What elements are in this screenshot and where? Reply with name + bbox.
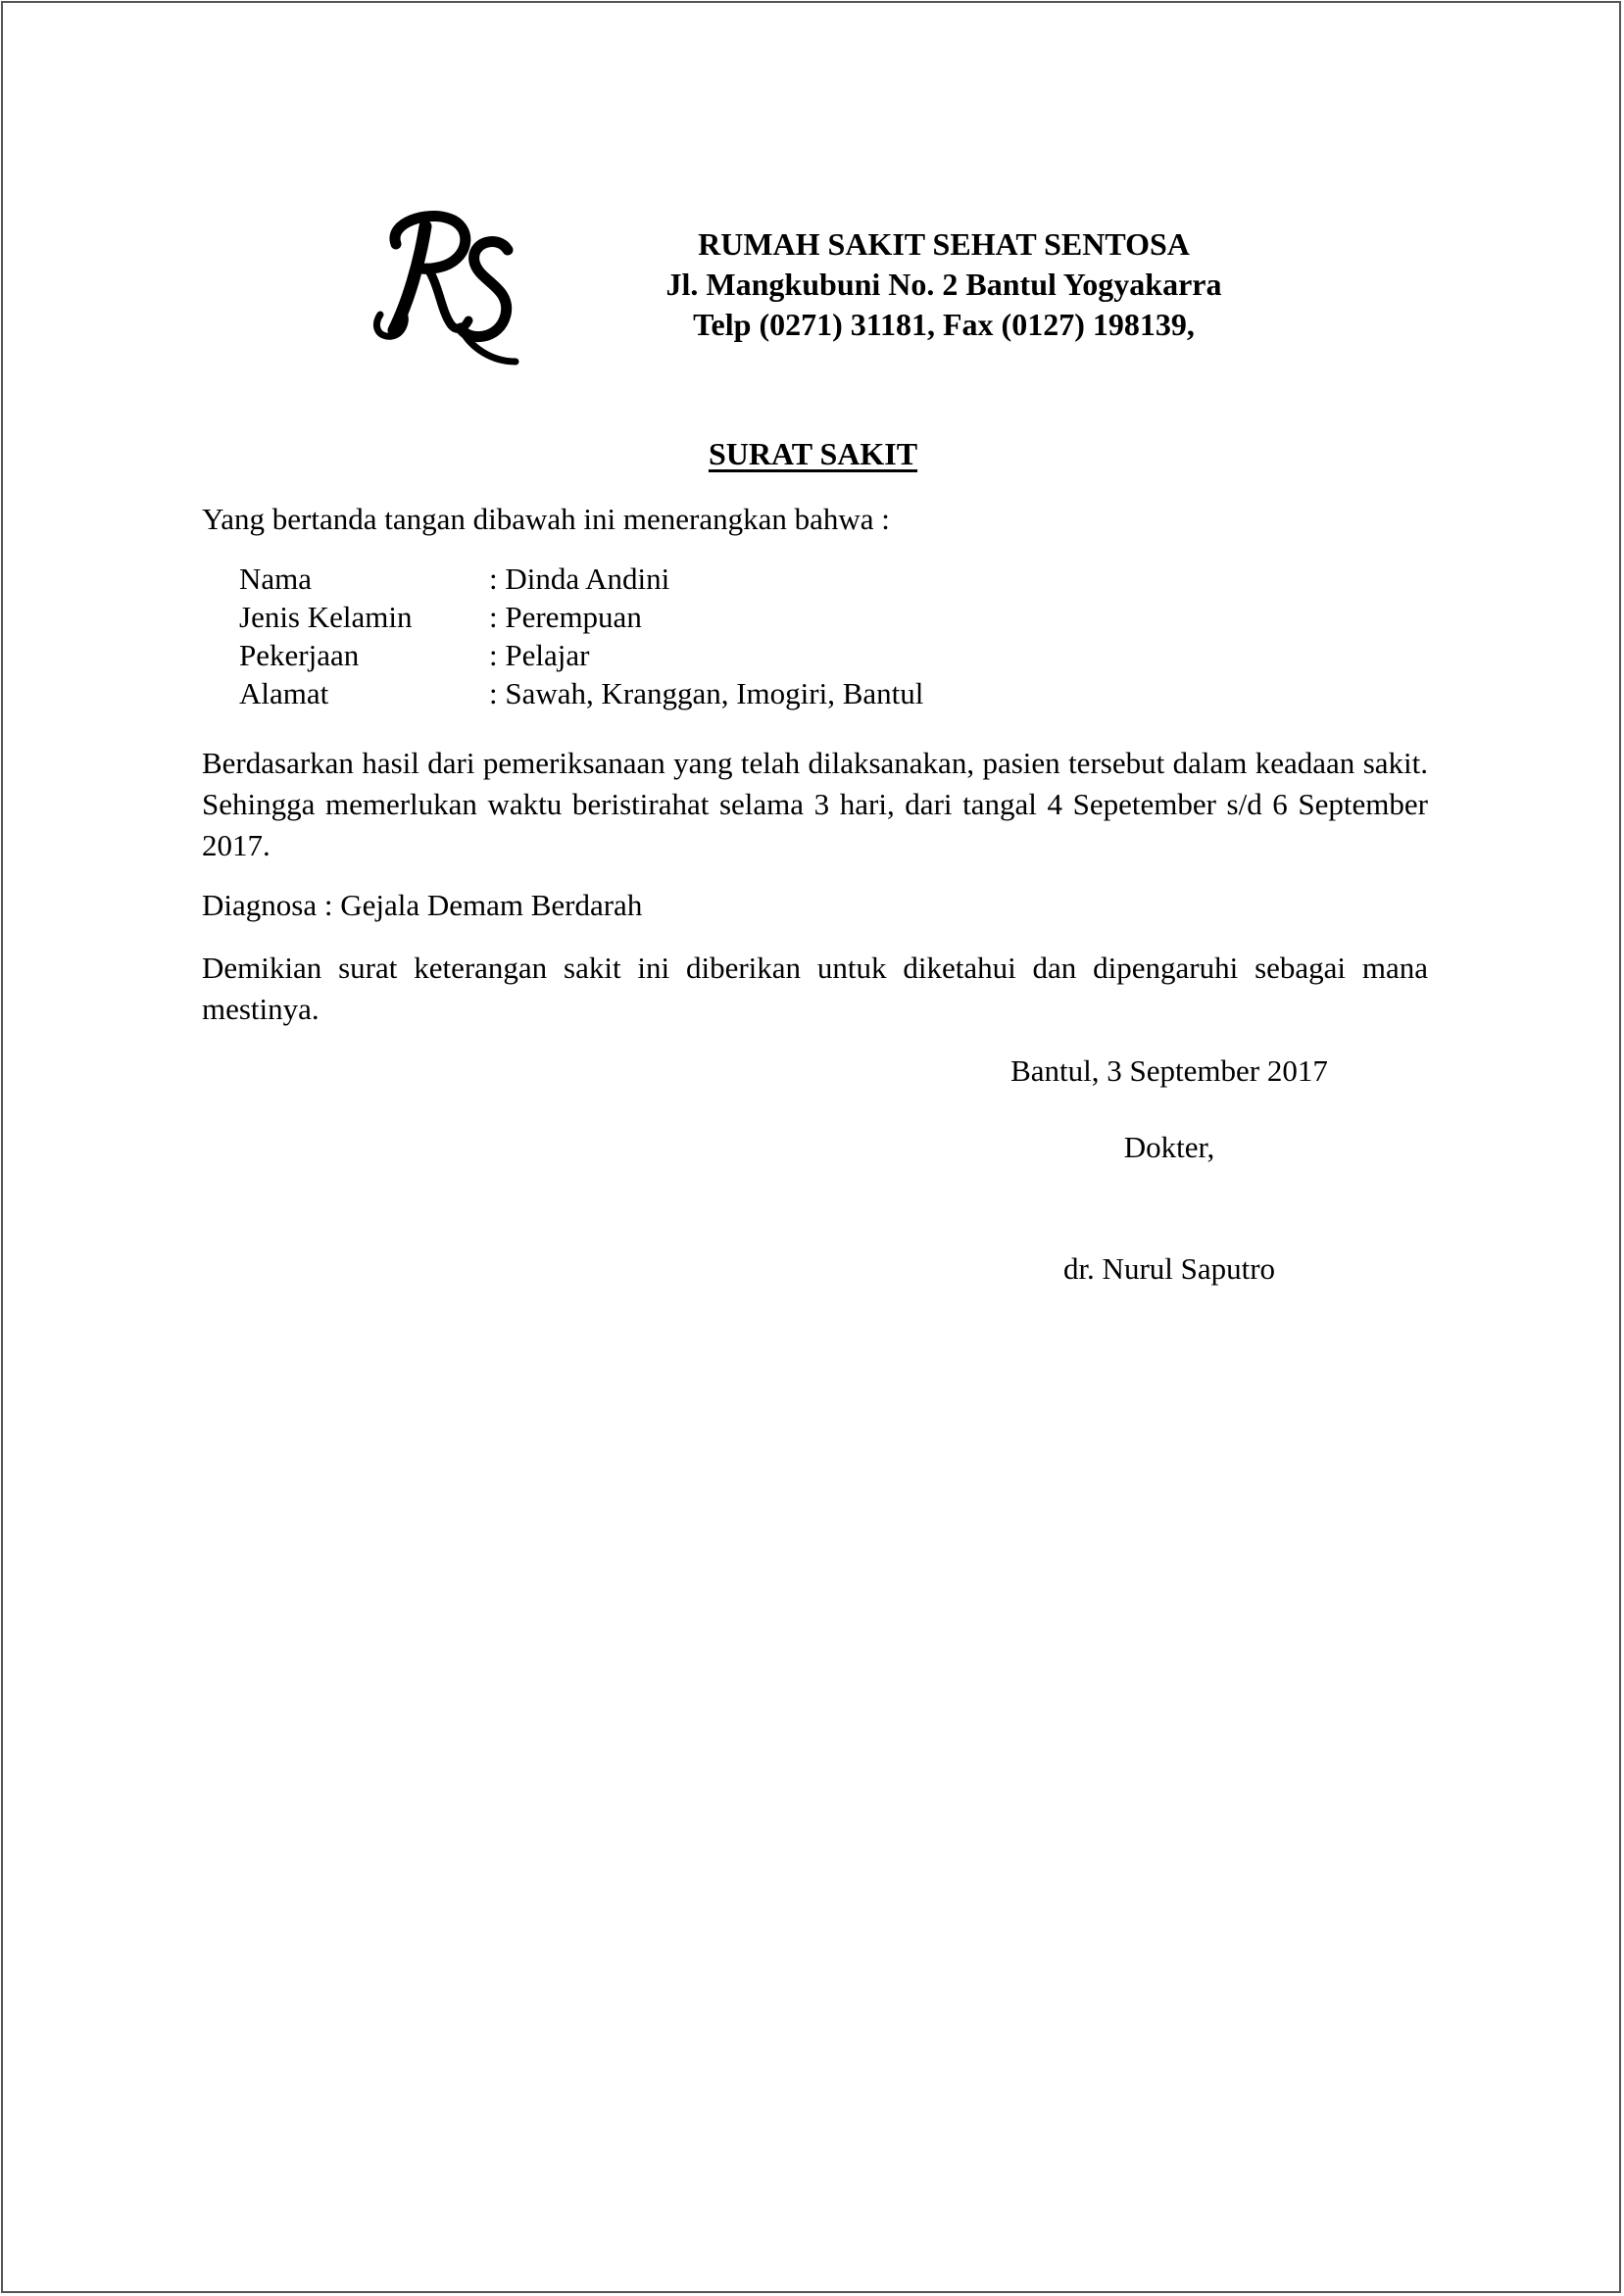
rs-monogram-icon: [369, 205, 530, 371]
patient-value: : Dinda Andini: [489, 562, 670, 596]
letter-title: SURAT SAKIT: [708, 436, 918, 471]
patient-label: Pekerjaan: [239, 638, 360, 672]
patient-row: [239, 674, 923, 712]
patient-row: [239, 636, 923, 674]
patient-value: : Sawah, Kranggan, Imogiri, Bantul: [489, 676, 924, 710]
patient-label: Jenis Kelamin: [239, 600, 413, 634]
letterhead: [611, 224, 1277, 345]
patient-row: [239, 598, 923, 636]
signature-place-date: Bantul, 3 September 2017: [1010, 1053, 1328, 1088]
patient-details: [239, 560, 923, 712]
signature-role: Dokter,: [1123, 1130, 1215, 1164]
signature-name: dr. Nurul Saputro: [1062, 1251, 1276, 1286]
closing-paragraph: Demikian surat keterangan sakit ini diberikan untuk diketahui dan dipengaruhi sebagai mana mestinya.: [202, 951, 1428, 1026]
patient-label: Alamat: [239, 676, 329, 710]
hospital-contact: Telp (0271) 31181, Fax (0127) 198139,: [693, 307, 1195, 342]
diagnosis-line: Diagnosa : Gejala Demam Berdarah: [202, 888, 643, 922]
patient-label: Nama: [239, 562, 313, 596]
patient-row: [239, 560, 923, 598]
hospital-address: Jl. Mangkubuni No. 2 Bantul Yogyakarra: [665, 267, 1222, 302]
hospital-logo: [369, 205, 530, 371]
hospital-name: RUMAH SAKIT SEHAT SENTOSA: [698, 226, 1190, 262]
intro-text: Yang bertanda tangan dibawah ini menerangkan bahwa :: [202, 502, 890, 536]
patient-value: : Pelajar: [489, 638, 590, 672]
patient-value: : Perempuan: [489, 600, 642, 634]
body-paragraph: Berdasarkan hasil dari pemeriksanaan yang telah dilaksanakan, pasien tersebut dalam keadaan sakit. Sehingga memerlukan waktu beristirahat selama 3 hari, dari tangal 4 Sepetember s/d 6 September 2017.: [202, 746, 1428, 862]
document-page: [1, 1, 1621, 2293]
